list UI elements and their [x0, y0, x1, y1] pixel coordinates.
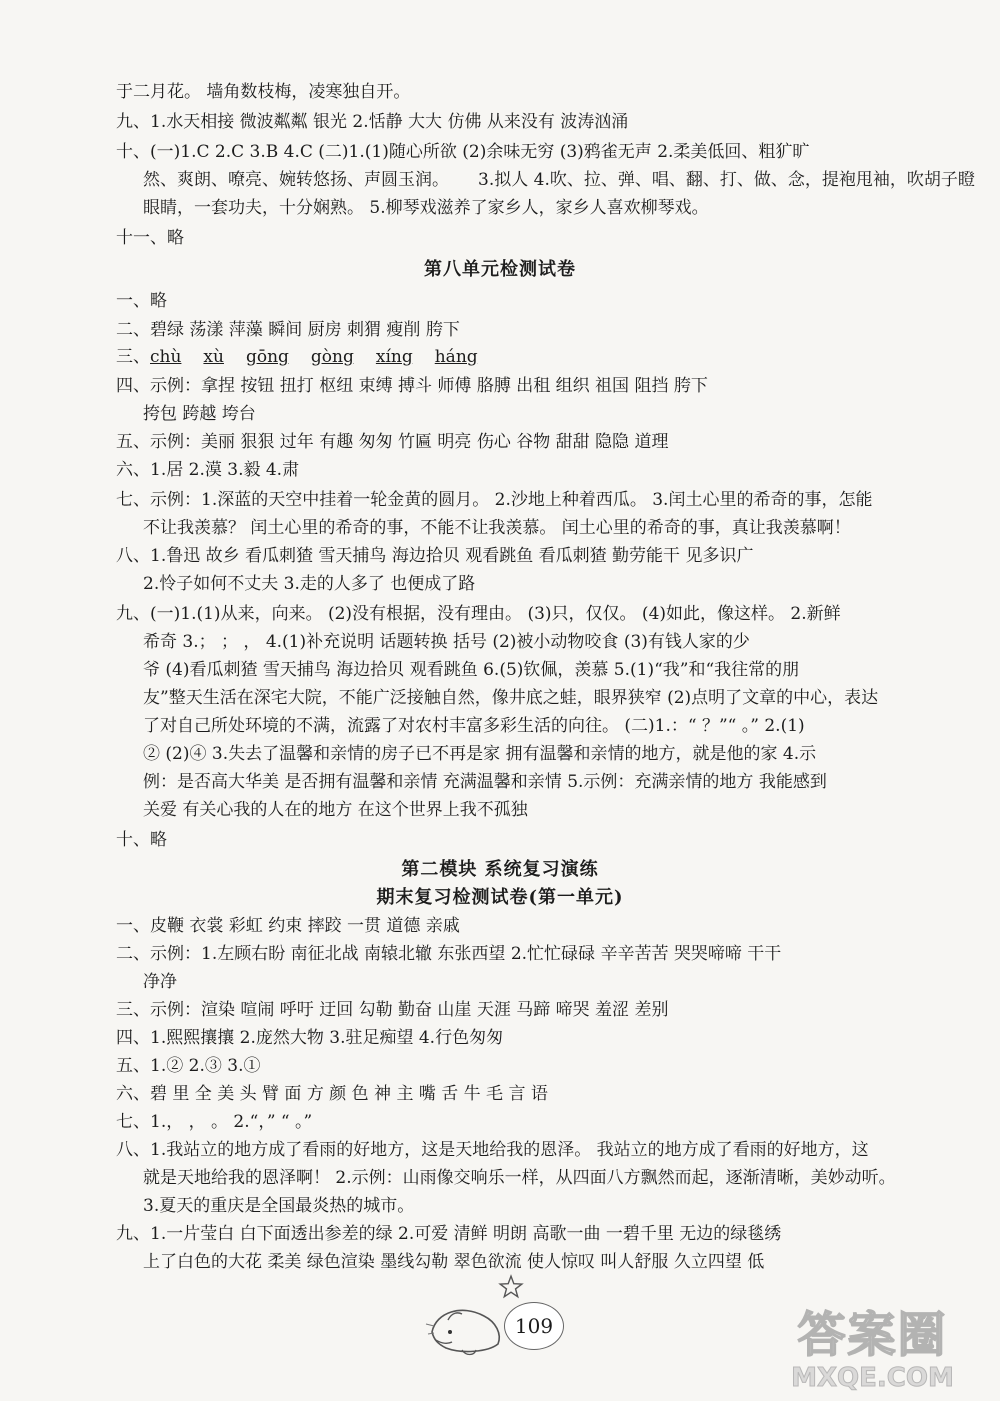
text-line: 3.夏天的重庆是全国最炎热的城市。	[143, 1196, 415, 1216]
text-line: 净净	[143, 972, 177, 992]
text-line: 四、1.熙熙攘攘 2.庞然大物 3.驻足痴望 4.行色匆匆	[116, 1028, 504, 1048]
star-icon	[498, 1274, 524, 1300]
pinyin-item: xù	[203, 347, 224, 367]
text-line: 希奇 3.； ； ， 4.(1)补充说明 话题转换 括号 (2)被小动物咬食 (3)有钱人家的少	[143, 632, 750, 652]
pinyin-prefix: 三、	[116, 347, 150, 367]
text-line: 于二月花。 墙角数枝梅，凌寒独自开。	[116, 82, 411, 102]
text-line: 了对自己所处环境的不满，流露了对农村丰富多彩生活的向往。 (二)1.：“ ？”“ 。” 2.(1)	[143, 716, 805, 736]
text-line: 3.拟人 4.吹、拉、弹、唱、翻、打、做、念，提袍甩袖，吹胡子瞪	[478, 170, 975, 190]
text-line: 二、示例：1.左顾右盼 南征北战 南辕北辙 东张西望 2.忙忙碌碌 辛辛苦苦 哭哭啼啼 干干	[116, 944, 782, 964]
text-line: 六、1.居 2.漠 3.毅 4.肃	[116, 460, 300, 480]
text-line: 九、1.水天相接 微波粼粼 银光 2.恬静 大大 仿佛 从来没有 波涛汹涌	[116, 112, 629, 132]
pinyin-item: chù	[150, 347, 182, 367]
page-number: 109	[504, 1302, 564, 1350]
text-line: 四、示例：拿捏 按钮 扭打 枢纽 束缚 搏斗 师傅 胳膊 出租 组织 祖国 阻挡 胯下	[116, 376, 708, 396]
section-title: 第八单元检测试卷	[424, 259, 576, 280]
text-line: 2.怜子如何不丈夫 3.走的人多了 也便成了路	[143, 574, 476, 594]
watermark-cn: 答案圈	[797, 1307, 948, 1363]
pinyin-item: háng	[434, 347, 478, 367]
text-line: 十、略	[116, 830, 167, 850]
text-line: 九、(一)1.(1)从来，向来。 (2)没有根据，没有理由。 (3)只，仅仅。 (4)如此，像这样。 2.新鲜	[116, 604, 841, 624]
text-line: 八、1.鲁迅 故乡 看瓜刺猹 雪天捕鸟 海边拾贝 观看跳鱼 看瓜刺猹 勤劳能干 见多识广	[116, 546, 754, 566]
pinyin-item: gōng	[245, 347, 289, 367]
text-line: 三、示例：渲染 喧闹 呼吁 迂回 勾勒 勤奋 山崖 天涯 马蹄 啼哭 羞涩 差别	[116, 1000, 669, 1020]
section-title: 期末复习检测试卷(第一单元)	[376, 887, 624, 908]
text-line: 挎包 跨越 垮台	[143, 404, 256, 424]
text-line: 五、示例：美丽 狠狠 过年 有趣 匆匆 竹匾 明亮 伤心 谷物 甜甜 隐隐 道理	[116, 432, 669, 452]
text-line: 七、1.， ， 。 2.“，” “ 。”	[116, 1112, 313, 1132]
pinyin-item: xíng	[375, 347, 413, 367]
text-line: 不让我羡慕？ 闰土心里的希奇的事，不能不让我羡慕。 闰土心里的希奇的事，真让我羡慕啊！	[143, 518, 851, 538]
text-line: 友”整天生活在深宅大院，不能广泛接触自然，像井底之蛙，眼界狭窄 (2)点明了文章的中心，表达	[143, 688, 879, 708]
text-line: 一、皮鞭 衣裳 彩虹 约束 摔跤 一贯 道德 亲戚	[116, 916, 460, 936]
pinyin-item: gòng	[310, 347, 354, 367]
text-line: 十、(一)1.C 2.C 3.B 4.C (二)1.(1)随心所欲 (2)余味无穷 (3)鸦雀无声 2.柔美低回、粗犷旷	[116, 142, 810, 162]
text-line: 八、1.我站立的地方成了看雨的好地方，这是天地给我的恩泽。 我站立的地方成了看雨的好地方，这	[116, 1140, 869, 1160]
text-line: 五、1.② 2.③ 3.①	[116, 1056, 261, 1076]
text-line: 九、1.一片莹白 白下面透出参差的绿 2.可爱 清鲜 明朗 高歌一曲 一碧千里 无边的绿毯绣	[116, 1224, 782, 1244]
text-line: ② (2)④ 3.失去了温馨和亲情的房子已不再是家 拥有温馨和亲情的地方，就是他的家 4.示	[143, 744, 817, 764]
text-line: 爷 (4)看瓜刺猹 雪天捕鸟 海边拾贝 观看跳鱼 6.(5)钦佩，羡慕 5.(1)“我”和“我往常的朋	[143, 660, 800, 680]
text-line: 就是天地给我的恩泽啊！ 2.示例：山雨像交响乐一样，从四面八方飘然而起，逐渐清晰，美妙动听。	[143, 1168, 896, 1188]
pinyin-line	[116, 343, 904, 371]
text-line: 一、略	[116, 291, 167, 311]
watermark	[765, 1283, 980, 1393]
text-line: 二、碧绿 荡漾 萍藻 瞬间 厨房 刺猬 瘦削 胯下	[116, 320, 460, 340]
text-line: 六、碧 里 全 美 头 臂 面 方 颜 色 神 主 嘴 舌 牛 毛 言 语	[116, 1084, 548, 1104]
text-line: 关爱 有关心我的人在的地方 在这个世界上我不孤独	[143, 800, 528, 820]
text-line: 十一、略	[116, 228, 184, 248]
module-title: 第二模块 系统复习演练	[401, 859, 599, 880]
text-line: 例：是否高大华美 是否拥有温馨和亲情 充满温馨和亲情 5.示例：充满亲情的地方 我能感到	[143, 772, 827, 792]
text-line: 七、示例：1.深蓝的天空中挂着一轮金黄的圆月。 2.沙地上种着西瓜。 3.闰土心里的希奇的事，怎能	[116, 490, 873, 510]
watermark-en: MXQE.COM	[791, 1363, 954, 1393]
text-line: 然、爽朗、嘹亮、婉转悠扬、声圆玉润。	[143, 170, 449, 190]
text-line: 眼睛，一套功夫，十分娴熟。 5.柳琴戏滋养了家乡人，家乡人喜欢柳琴戏。	[143, 198, 709, 218]
text-line: 上了白色的大花 柔美 绿色渲染 墨线勾勒 翠色欲流 使人惊叹 叫人舒服 久立四望 低	[143, 1252, 765, 1272]
